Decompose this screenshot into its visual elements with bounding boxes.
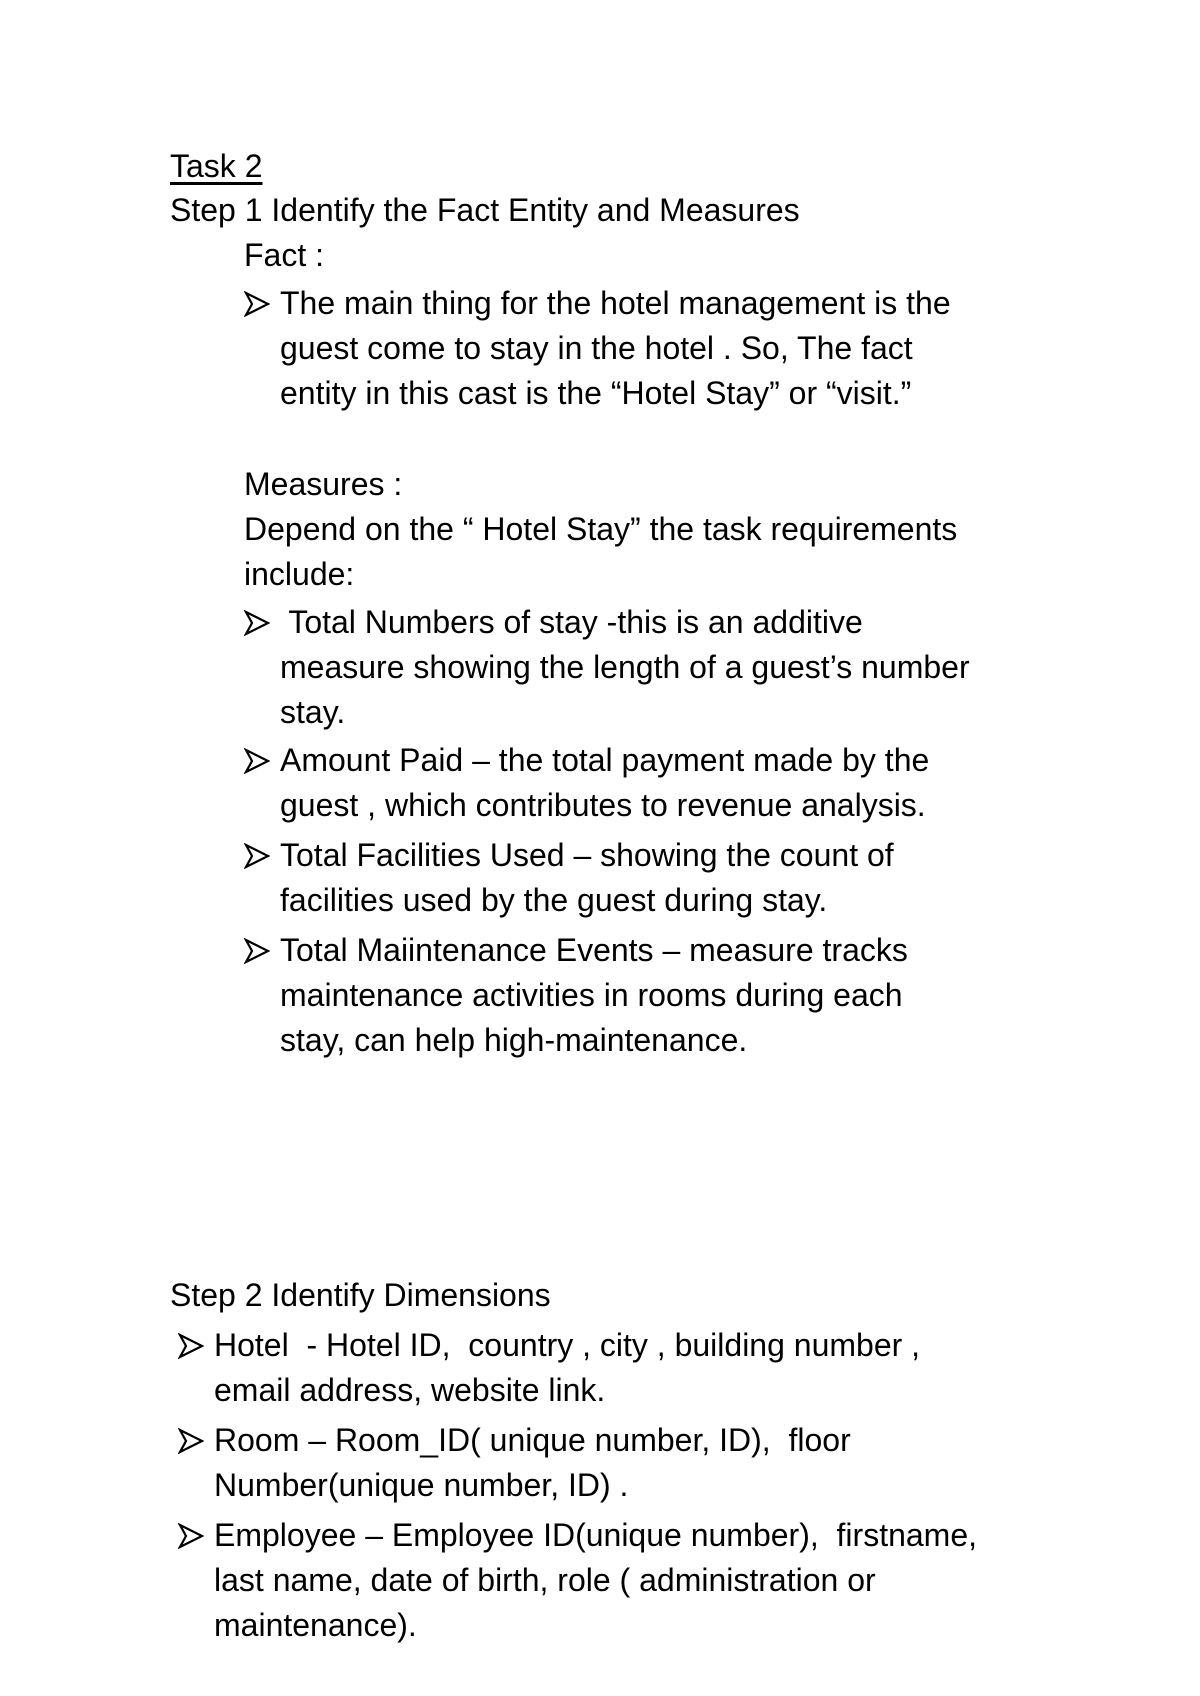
- step1-heading: Step 1 Identify the Fact Entity and Measures: [170, 192, 800, 228]
- arrow-bullet-icon: [244, 738, 280, 783]
- dimension-line: last name, date of birth, role ( administration or: [214, 1562, 876, 1598]
- measure-item-total-numbers: [244, 600, 970, 735]
- fact-bullet-line: entity in this cast is the “Hotel Stay” or “visit.”: [280, 375, 912, 411]
- measure-line: Amount Paid – the total payment made by the: [280, 742, 930, 778]
- dimension-line: Number(unique number, ID) .: [214, 1467, 629, 1503]
- task-title: Task 2: [170, 148, 263, 184]
- arrow-bullet-icon: [178, 1513, 214, 1558]
- measure-line: Total Maiintenance Events – measure tracks: [280, 932, 908, 968]
- arrow-bullet-icon: [178, 1323, 214, 1368]
- arrow-bullet-icon: [244, 833, 280, 878]
- measure-line: maintenance activities in rooms during each: [280, 977, 903, 1013]
- measure-item-total-facilities: [244, 833, 894, 923]
- dimension-line: Room – Room_ID( unique number, ID), floor: [214, 1422, 851, 1458]
- dimension-line: Hotel - Hotel ID, country , city , building number ,: [214, 1327, 921, 1363]
- dimension-line: maintenance).: [214, 1607, 417, 1643]
- measure-line: Total Facilities Used – showing the count of: [280, 837, 894, 873]
- fact-bullet: [244, 281, 951, 416]
- measure-line: guest , which contributes to revenue analysis.: [280, 787, 926, 823]
- arrow-bullet-icon: [244, 281, 280, 326]
- measure-line: measure showing the length of a guest’s number: [280, 649, 970, 685]
- measure-line: Total Numbers of stay -this is an additive: [280, 604, 863, 640]
- measures-intro-line: include:: [244, 556, 355, 592]
- fact-label: Fact :: [244, 237, 325, 273]
- arrow-bullet-icon: [178, 1418, 214, 1463]
- measure-item-maintenance-events: [244, 928, 908, 1063]
- dimension-item-room: [178, 1418, 851, 1508]
- dimension-line: email address, website link.: [214, 1372, 606, 1408]
- measures-label: Measures :: [244, 466, 403, 502]
- arrow-bullet-icon: [244, 600, 280, 645]
- measure-line: stay, can help high-maintenance.: [280, 1022, 748, 1058]
- dimension-line: Employee – Employee ID(unique number), firstname,: [214, 1517, 978, 1553]
- measure-line: facilities used by the guest during stay.: [280, 882, 828, 918]
- fact-bullet-line: guest come to stay in the hotel . So, The fact: [280, 330, 913, 366]
- dimension-item-hotel: [178, 1323, 920, 1413]
- fact-bullet-line: The main thing for the hotel management is the: [280, 285, 951, 321]
- step2-heading: Step 2 Identify Dimensions: [170, 1277, 551, 1313]
- measure-line: stay.: [280, 694, 346, 730]
- dimension-item-employee: [178, 1513, 977, 1648]
- measure-item-amount-paid: [244, 738, 929, 828]
- measures-intro-line: Depend on the “ Hotel Stay” the task requirements: [244, 511, 958, 547]
- arrow-bullet-icon: [244, 928, 280, 973]
